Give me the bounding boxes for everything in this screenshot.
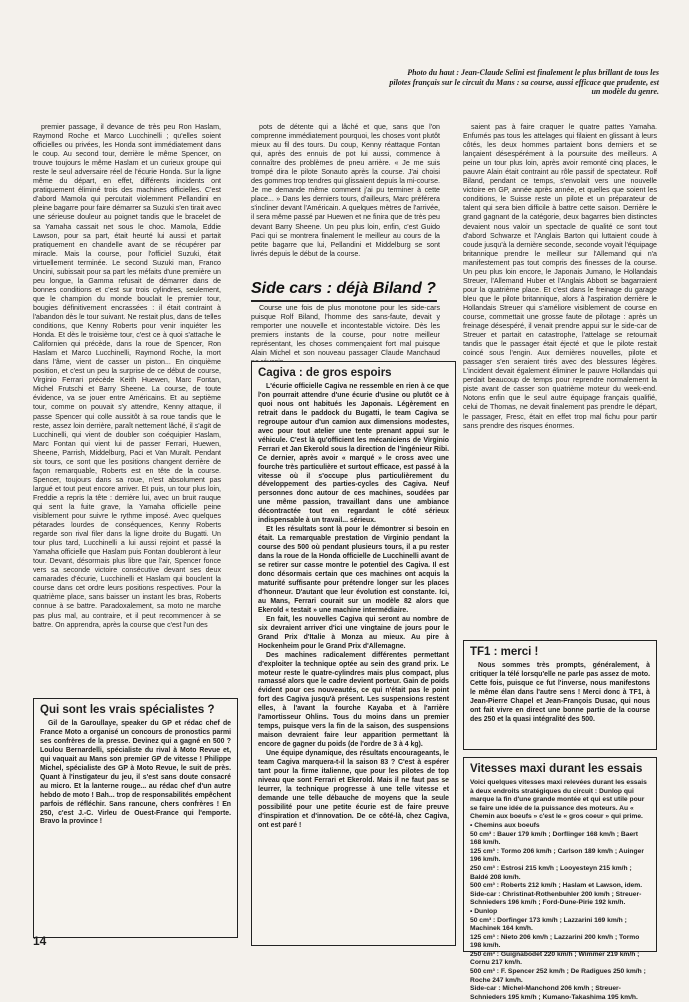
box-body [40, 720, 231, 827]
sidecars-text [251, 304, 440, 358]
article-text: saient pas à faire craquer le quatre pattes Yamaha. Enfumés pas tous les attelages qui filaient en glissant à leurs côtés, les deux hommes partaient bons derniers et se lançaient désespérément à la poursuite des meilleurs. A peine un tour plus loin, après avoir remonté cinq places, le pauvre Alain était contraint au rôle passif de spectateur. Rolf Biland, pendant ce temps, s'envolait vers une nouvelle victoire en GP, année après année, et quelles que soient les conditions, le Suisse reste un pilote et un préparateur de talent qui sera bien difficile à battre cette saison. Derrière le grand gagnant de la catégorie, deux bagarres bien distinctes devaient nous valoir un spectacle de qualité ce sont tout d'abord Schwarze et l'Anglais Barton qui luttaient coude à coude jusqu'à la dernière seconde, seconde voyait l'équipage britannique prendre le meilleur sur l'Allemand qui n'a manifestement pas tout compris des finesses de la course. Un peu plus loin encore, le Japonais Jumano, le Hollandais Streuer, l'Allemand Huber et l'Anglais Abbott se bagarraient pour la quatrième place. Et c'est dans le freinage du garage bleu que le pilote britannique, alors à l'aspiration derrière le Hollandais Streuer qui s'améliore visiblement de course en course, commettait une grosse faute de pilotage : après un freinage désespéré, il venait prendre appui sur le side-car de Streuer et partait en catastrophe, l'attelage se retournait tandis que le passager était éjecté et que le pilote restait coincé sous l'engin. Aux dernières nouvelles, pilote et passager s'en seraient tirés avec des blessures légères. L'incident devait également éliminer le pauvre Hollandais qui perdait beaucoup de temps pour reprendre normalement la piste avant de casser son quatrième moteur du week-end. Notons enfin que le seul autre équipage français qualifié, celui de Thomas, ne devait finalement pas prendre le départ, le passager, Fresc, était en effet trop mal fichu pour partir sans prendre des risques énormes. [463, 123, 657, 430]
speed-line: 50 cm³ : Bauer 179 km/h ; Dorflinger 168 km/h ; Baert 168 km/h. [470, 830, 638, 847]
box-paragraph: Des machines radicalement différentes permettant d'exploiter la technique optée au sein des grand prix. Le moteur reste le quatre-cylindres mais plus compact, plus ramassé alors que le cadre devient porteur. Gain de poids évident pour ces nouveautés, ce qui n'était pas le point fort des Cagiva jusqu'à présent. Les suspensions restent elles, à l'avant la fourche Kayaba et à l'arrière l'amortisseur Ohlins. Tous du moins dans un premier temps, puisque vers la fin de la saison, des suspensions maison devraient faire leur apparition permettant là encore de gagner du poids (de l'ordre de 3 à 4 kg). [258, 651, 449, 749]
article-column-3 [463, 123, 657, 629]
box-title: Qui sont les vrais spécialistes ? [40, 704, 215, 716]
box-body [470, 779, 650, 1002]
speed-line: Voici quelques vitesses maxi relevées durant les essais à deux endroits stratégiques du circuit : Dunlop qui marque la fin d'une grande montée et qui est utile pour se faire une idée de la puissance des moteurs. Au « Chemin aux boeufs » c'est le « gros coeur » qui prime. [470, 779, 647, 821]
sidecars-heading: Side cars : déjà Biland ? [251, 280, 436, 297]
specialistes-sidebar-box [33, 698, 238, 938]
speed-line: 125 cm³ : Nieto 206 km/h ; Lazzarini 200 km/h ; Tormo 198 km/h. [470, 933, 640, 950]
box-paragraph: L'écurie officielle Cagiva ne ressemble en rien à ce que l'on pourrait attendre d'une écurie d'usine ou plutôt ce à quoi nous ont habitués les Japonais. Légèrement en retrait dans le paddock du Bugatti, le team Cagiva se regroupe autour d'un camion aux dimensions modestes, avec pour tout atelier une tente prenant appui sur le véhicule. C'est là qu'officient les mécaniciens de Virginio Ferrari et Jan Ekerold sous la direction de l'ingénieur Ribi. Ce dernier, après avoir « marqué » le cross avec une fourche très particulière et surtout efficace, est passé à la vitesse où il s'occupe plus particulièrement du développement des parties-cycles des Cagiva. Neuf personnes donc autour de ces machines, soudées par une même passion, travaillant dans une ambiance décontractée tout en regardant le côté sérieux indispensable à un travail... sérieux. [258, 383, 449, 525]
speed-line: 50 cm³ : Dorfinger 173 km/h ; Lazzarini 169 km/h ; Machinek 164 km/h. [470, 916, 627, 933]
tf1-sidebar-box [463, 640, 657, 750]
box-title: Vitesses maxi durant les essais [470, 763, 643, 775]
speed-line: 250 cm³ : Estrosi 215 km/h ; Looyesteyn 215 km/h ; Baldé 208 km/h. [470, 864, 632, 881]
speed-line: 125 cm³ : Tormo 206 km/h ; Carlson 189 km/h ; Auinger 196 km/h. [470, 847, 644, 864]
article-text: premier passage, il devance de très peu Ron Haslam, Raymond Roche et Marco Lucchinelli ; qu'elles soient officielles ou privées, les Honda sont immédiatement dans le coup. Au second tour, derrière le même Spencer, on trouve toujours le même Haslam et un curieux groupe qui reste le seul adversaire réel de l'écurie Honda. Sur la ligne même du départ, en effet, différents incidents ont pratiquement éliminé trois des machines officielles. C'est d'abord Mamola qui percutait violemment Pellandini en pleine bagarre pour faire démarrer sa Suzuki s'en tirait avec une sérieuse douleur au poignet tandis que le bracelet de sa Yamaha cassait net sous le choc. Mamola, Eddie Lawson, pour sa part, était heurté lui aussi et partait pratiquement en chandelle avant de se récupérer par miracle. Mais la course, pour l'officiel Suzuki, était virtuellement terminée. Le second Suzuki man, Franco Uncini, subissait pour sa part les méfaits d'une première un peu longue, la Gamma refusait de démarrer dans de bonnes conditions et c'est sur trois cylindres, seulement, que le champion du monde bouclait le premier tour, bougies définitivement encrassées : il était contraint à l'abandon dès le tour suivant. Ne restait plus, dans de telles conditions, que Kenny Roberts pour venir inquiéter les Honda. Et dès le troisième tour, c'est ce à quoi s'attache le Californien qui précède, dans la roue de Spencer, Ron Haslam et Marco Lucchinelli, Raymond Roche, la mort dans l'âme, vient de casser un piston... En cinquième position, et c'est un peu la surprise de ce début de course, Virginio Ferrari précède Keith Huewen, Marc Fontan, Michel Frutschi et Barry Sheene. La course, de toute évidence, va se jouer entre Américains. Et au septième tour, comme on pouvait s'y attendre, Kenny attaque, il passe Spencer qui colle aussitôt à sa roue tandis que le reste, assez loin derrière, paraît nettement lâché, il s'agit de Lucchinelli, qui vient de doubler son coéquipier Haslam, Marc Fontan qui vient lui de passer Ferrari, Huewen, Sheene, Parrish, Middelburg, Paci et Van Muralt. Pendant six tours, ce sont que les positions changent derrière de façon remarquable, Roberts est en tête de la course. Spencer, toujours dans sa roue, n'est absolument pas largué et tout peut encore arriver. Et puis, un tour plus loin, Freddie a repris la tête : derrière lui, avec un bruit rauque qui sent la fuite grave, la Yamaha officielle peine visiblement pour suivre le rythme imposé. Avec quelques pétarades lourdes de conséquences, Kenny Roberts regarde son rival filer dans la ligne droite du Bugatti. Un tour plus tard, Lucchinelli a lui aussi rejoint et passé la Yamaha officielle que Haslam puis Fontan doubleront à leur tour. Devant, désormais plus libre que l'air, Spencer fonce vers sa seconde victoire consécutive devant ses deux camarades d'écurie, Lucchinelli et Haslam qui bouclent la course dans cet ordre leurs positions respectives. Pour la quatrième place, sans baisser un instant les bras, Roberts connue à se battre. Paradoxalement, sa moto ne marche pas plus mal, au contraire, et il peut recommencer à se battre. On apprendra, après la course que c'est l'un des [33, 123, 221, 629]
speed-line: Side-car : Michel-Manchond 206 km/h ; Streuer-Schnieders 195 km/h ; Kumano-Takashima 195 km/h. [470, 985, 638, 1001]
vitesses-sidebar-box [463, 757, 657, 1001]
box-paragraph: En fait, les nouvelles Cagiva qui seront au nombre de six devraient arriver d'ici une vingtaine de jours pour le Grand Prix d'Italie à Monza au mieux. Au pire à Hockenheim pour le Grand Prix d'Allemagne. [258, 615, 449, 650]
box-paragraph: Nous sommes très prompts, généralement, à critiquer la télé lorsqu'elle ne parle pas assez de moto. Cette fois, puisque ce fut l'inverse, nous manifestons le même élan dans l'autre sens ! Merci donc à TF1, à Jean-Pierre Chapel et Jean-François Dusac, qui nous ont fait vivre en direct une bonne partie de la course des 250 et la quasi intégralité des 500. [470, 662, 650, 723]
speed-line: 500 cm³ : Roberts 212 km/h ; Haslam et Lawson, idem. [470, 882, 643, 890]
box-body [258, 383, 449, 831]
speed-line: • Chemins aux boeufs [470, 821, 540, 829]
article-column-1 [33, 123, 221, 689]
article-text: Course une fois de plus monotone pour les side-cars puisque Rolf Biland, l'homme des sans-faute, devait y remporter une nouvelle et incontestable victoire. Dès les premiers instants de la course, pour notre meilleur représentant, les choses commençaient fort mal puisque Alain Michel et son nouveau passager Claude Manchaud [251, 304, 440, 358]
cagiva-sidebar-box [251, 361, 456, 946]
article-column-2 [251, 123, 440, 275]
speed-line: 500 cm³ : F. Spencer 252 km/h ; De Radigues 250 km/h ; Roche 247 km/h. [470, 968, 646, 984]
speed-line: 250 cm³ : Guignabodet 220 km/h ; Wimmer 219 km/h ; Cornu 217 km/h. [470, 950, 640, 967]
box-paragraph: Une équipe dynamique, des résultats encourageants, le team Cagiva marquera-t-il la saison 83 ? C'est à espérer tant pour la firme italienne, que pour les pilotes de top niveau que sont Ferrari et Ekerold. Mais il ne faut pas se leurrer, la technique progresse à une telle vitesse et demande une telle débauche de moyens que la seule possibilité pour une petite écurie est de faire preuve d'inspiration et d'innovation. De ce côté-là, chez Cagiva, ont est paré ! [258, 750, 449, 829]
box-body [470, 662, 650, 725]
heading-rule [251, 300, 437, 302]
box-paragraph: Et les résultats sont là pour le démontrer si besoin en était. La remarquable prestation de Virginio pendant la course des 500 où pendant plusieurs tours, il a pu rester dans la roue de la Honda officielle de Lucchinelli avant de se retirer sur casse montre le potentiel des Cagiva. Il est donc désormais certain que ces machines ont acquis la maturité suffisante pour prétendre longer sur les places d'honneur. D'autant que leur évolution est constante. Ici, au Mans, Ferrari courait sur un modèle 82 alors que Ekerold « testait » une machine intermédiaire. [258, 526, 449, 614]
article-text: pots de détente qui a lâché et que, sans que l'on comprenne immédiatement pourquoi, les choses vont plutôt mieux au fil des tours. Du coup, Kenny réattaque Fontan qui, après des ennuis de pot lui aussi, commence à connaître des problèmes de pneu arrière. « Je me suis trompé dira le pilote Sonauto après la course. J'ai choisi des gommes trop tendres qui glissaient depuis la mi-course. Je me demande même comment j'ai pu terminer à cette place... » Dans les derniers tours, d'ailleurs, Marc préférera s'incliner devant l'Américain. A quelques mètres de l'arrivée, il sera même passé par Huewen et ne finira que de très peu devant Barry Sheene. Un peu plus loin, enfin, c'est Guido Paci qui se montrera finalement le meilleur au cours de la petite bagarre que lui, Pellandini et Middelburg se sont livrés depuis le début de la course. [251, 123, 440, 258]
box-title: Cagiva : de gros espoirs [258, 367, 392, 379]
box-paragraph: Gil de la Garoullaye, speaker du GP et rédac chef de France Moto a organisé un concours de pronostics parmi ses confrères de la presse. Devinez qui a gagné en 500 ? Loulou Bernardelli, spécialiste du rival à Moto Revue et, qui vaquait au Mans son premier GP de vitesse ! Philippe Michel, spécialiste des GP à Moto Revue, le suit de près. Quant à l'instigateur du jeu, il s'est sans doute consacré au micro. Et la lanterne rouge... au rédac chef d'un autre hebdo de moto ! Bah... trop de responsabilités empêchent parfois de réfléchir. Sans rancune, chers confrères ! En 250, c'est J.-C. Virleu de Ouest-France qui l'emporte. Bravo la province ! [40, 720, 231, 826]
photo-caption: Photo du haut : Jean-Claude Selini est finalement le plus brillant de tous les pilotes français sur le circuit du Mans : sa course, aussi efficace que prudente, est un modèle du genre. [389, 68, 659, 97]
speed-line: Side-car : Christinat-Rothenbuhler 200 km/h ; Streuer-Schnieders 196 km/h ; Ford-Dune-Pirie 192 km/h. [470, 890, 642, 907]
speed-line: • Dunlop [470, 907, 498, 915]
box-title: TF1 : merci ! [470, 646, 539, 658]
page-number: 14 [33, 934, 47, 948]
